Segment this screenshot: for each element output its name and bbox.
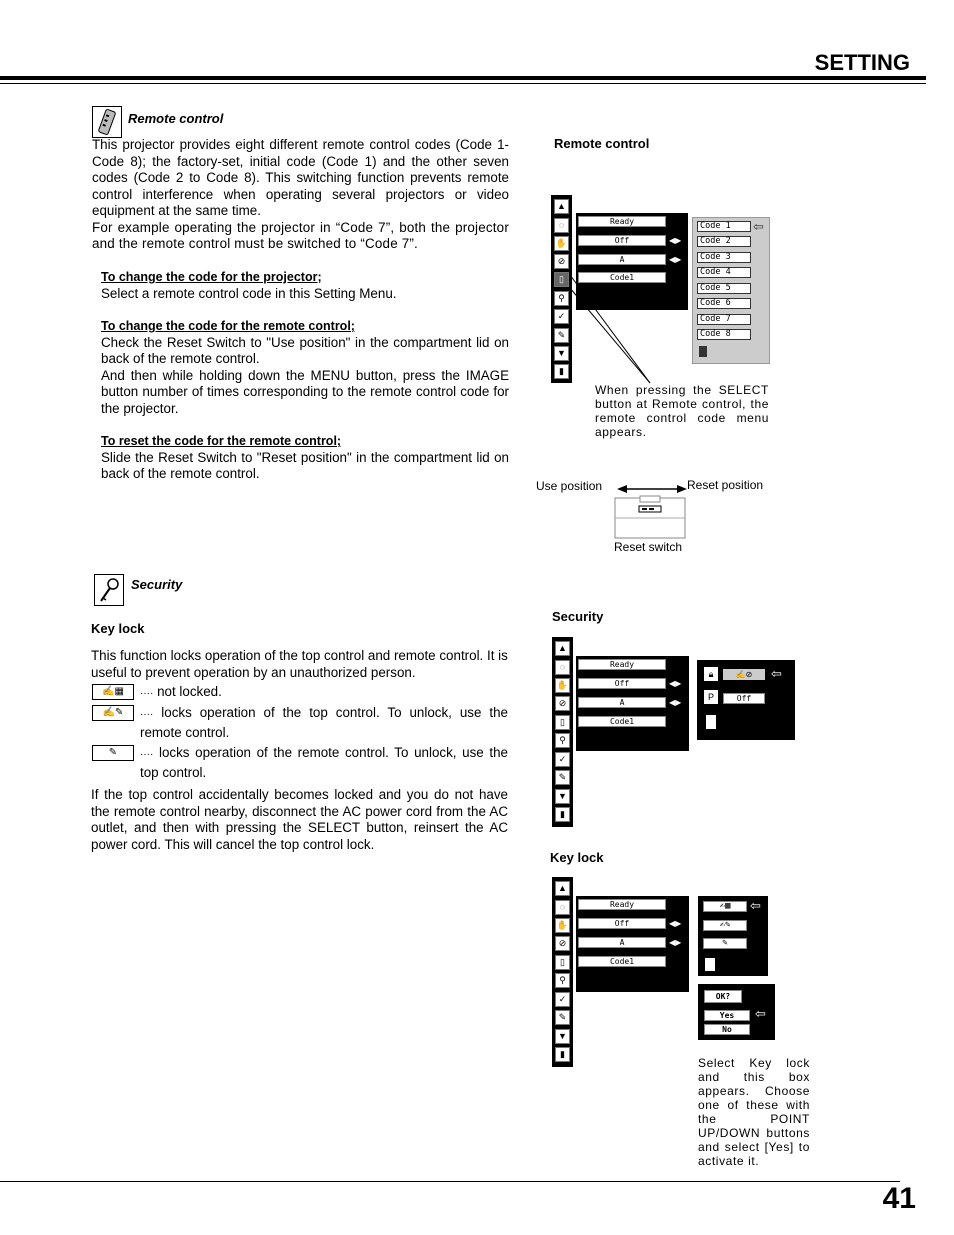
- remote-code-text-1: Check the Reset Switch to "Use position" in the compartment lid on back of the remote control.: [101, 334, 509, 366]
- use-position-label: Use position: [536, 479, 603, 493]
- code-list-panel: [692, 217, 770, 364]
- figure-keylock-note: Select Key lock and this box appears. Choose one of these with the POINT UP/DOWN buttons and select [Yes] to activate it.: [698, 1056, 810, 1168]
- security-menu-code: Code1: [578, 716, 666, 727]
- keylock-icon-column: ▲ ◌ ✋ ⊘ ▯ ⚲ ✓ ✎ ▼ ▮: [552, 877, 573, 1067]
- reset-switch-diagram: [613, 478, 693, 540]
- keylock-menu-ready: Ready: [578, 899, 666, 910]
- security-title: Security: [131, 577, 183, 592]
- projector-code-text: Select a remote control code in this Setting Menu.: [101, 285, 397, 301]
- code-option-8[interactable]: Code 8: [697, 329, 751, 340]
- security-submenu-panel: [697, 660, 795, 740]
- reset-position-label: Reset position: [687, 478, 764, 492]
- confirm-yes-button[interactable]: Yes: [704, 1010, 750, 1021]
- security-menu-ready: Ready: [578, 659, 666, 670]
- page-section-title: SETTING: [814, 50, 910, 75]
- callout-lines: [560, 270, 660, 385]
- menu-ready: Ready: [578, 216, 666, 227]
- code-option-6[interactable]: Code 6: [697, 298, 751, 309]
- option-not-locked: ···· not locked.: [140, 684, 222, 699]
- confirm-dialog: [698, 984, 775, 1040]
- remote-control-icon: [92, 106, 122, 138]
- remote-lock-icon: ✎: [92, 745, 134, 761]
- menu-icon-column: ▲ ◌ ✋ ⊘ ▯ ⚲ ✓ ✎ ▼ ▮: [551, 195, 572, 383]
- security-exit-icon: [706, 715, 716, 729]
- confirm-pointer-icon: ⇦: [755, 1006, 766, 1021]
- reset-code-text: Slide the Reset Switch to "Reset position" in the compartment lid on back of the remote control.: [101, 449, 509, 481]
- header-rule-thin: [0, 83, 926, 84]
- keylock-exit-icon: [705, 958, 715, 971]
- pin-lock-icon: P: [704, 690, 718, 704]
- security-menu-off: Off: [578, 678, 666, 689]
- keylock-pointer-icon: ⇦: [750, 898, 761, 913]
- security-sub-off: Off: [723, 693, 765, 704]
- remote-code-text-2: And then while holding down the MENU button, press the IMAGE button number of times corresponding to the remote control code for the projector.: [101, 367, 509, 416]
- figure-remote-note: When pressing the SELECT button at Remote control, the remote control code menu appears.: [595, 383, 769, 439]
- keylock-status-icon: ✍⊘: [723, 669, 765, 680]
- security-menu-a: A: [578, 697, 666, 708]
- keylock-menu-a: A: [578, 937, 666, 948]
- code-option-1[interactable]: Code 1: [697, 221, 751, 232]
- option-remote-lock: ···· locks operation of the remote control. To unlock, use the top control.: [140, 745, 508, 780]
- keylock-menu-off: Off: [578, 918, 666, 929]
- header-rule: [0, 76, 926, 80]
- security-menu-panel: Ready Off ◀▶ A ◀▶ Code1: [576, 656, 689, 751]
- page-number: 41: [882, 1182, 916, 1215]
- remote-instructions: [101, 269, 509, 483]
- menu-code: Code1: [578, 272, 666, 283]
- code-option-3[interactable]: Code 3: [697, 252, 751, 263]
- reset-code-heading: To reset the code for the remote control;: [101, 434, 342, 448]
- confirm-no-button[interactable]: No: [704, 1024, 750, 1035]
- remote-control-body: [92, 137, 509, 253]
- confirm-title: OK?: [704, 990, 742, 1003]
- remote-intro-1: This projector provides eight different remote control codes (Code 1-Code 8); the factory-set, initial code (Code 1) and the other seven codes (Code 2 to Code 8). This switching function prevents remote control interference when operating several projectors or video equipment at the same time.: [92, 137, 509, 218]
- projector-code-heading: To change the code for the projector;: [101, 270, 322, 284]
- option-top-lock: ···· locks operation of the top control. To unlock, use the remote control.: [140, 705, 508, 740]
- code-option-5[interactable]: Code 5: [697, 283, 751, 294]
- keylock-menu-panel: Ready Off ◀▶ A ◀▶ Code1: [576, 896, 689, 992]
- keylock-menu-code: Code1: [578, 956, 666, 967]
- security-closing: If the top control accidentally becomes locked and you do not have the remote control nearby, disconnect the AC power cord from the AC outlet, and then with pressing the SELECT button, reinsert the AC power cord. This will cancel the top control lock.: [91, 787, 508, 852]
- lock-icon: 🔒︎: [704, 667, 718, 681]
- keylock-options-panel: [698, 896, 768, 976]
- setting-menu-panel: Ready Off ◀▶ A ◀▶ Code1: [576, 213, 688, 310]
- remote-intro-2: For example operating the projector in “Code 7”, both the projector and the remote control must be switched to “Code 7”.: [92, 219, 509, 251]
- top-control-lock-icon: ✍✎: [92, 705, 134, 721]
- key-icon: [94, 574, 124, 606]
- keylock-option-remote[interactable]: ✎: [703, 938, 747, 949]
- keylock-option-unlocked[interactable]: ✍▦: [703, 901, 747, 912]
- security-icon-column: ▲ ◌ ✋ ⊘ ▯ ⚲ ✓ ✎ ▼ ▮: [552, 637, 573, 827]
- security-pointer-icon: ⇦: [771, 666, 782, 681]
- key-lock-intro: This function locks operation of the top control and remote control. It is useful to prevent operation by an unauthorized person.: [91, 648, 508, 680]
- menu-a: A: [578, 254, 666, 265]
- not-locked-icon: ✍▦: [92, 684, 134, 700]
- menu-off: Off: [578, 235, 666, 246]
- keylock-option-top[interactable]: ✍✎: [703, 920, 747, 931]
- remote-control-title: Remote control: [128, 111, 224, 126]
- key-lock-heading: Key lock: [91, 621, 145, 636]
- code-option-2[interactable]: Code 2: [697, 236, 751, 247]
- figure-keylock-caption: Key lock: [550, 850, 604, 865]
- figure-security-caption: Security: [552, 609, 604, 624]
- reset-switch-label: Reset switch: [614, 540, 683, 554]
- exit-icon: [699, 346, 707, 357]
- remote-code-heading: To change the code for the remote control;: [101, 319, 355, 333]
- pointer-icon: ⇦: [753, 219, 764, 234]
- code-option-7[interactable]: Code 7: [697, 314, 751, 325]
- footer-rule: [0, 1181, 900, 1182]
- figure-remote-caption: Remote control: [554, 136, 650, 151]
- code-option-4[interactable]: Code 4: [697, 267, 751, 278]
